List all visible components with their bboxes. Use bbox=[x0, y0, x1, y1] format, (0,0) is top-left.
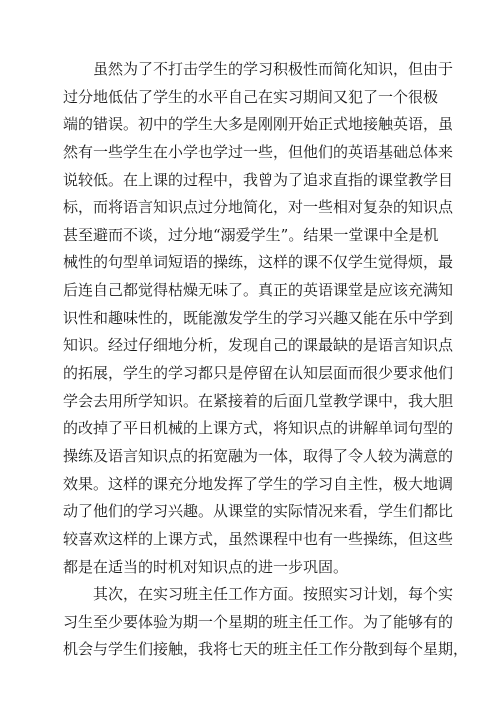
paragraph-line: 识性和趣味性的，既能激发学生的学习兴趣又能在乐中学到 bbox=[63, 308, 454, 327]
paragraph-line: 的改掉了平日机械的上课方式，将知识点的讲解单词句型的 bbox=[63, 419, 454, 438]
paragraph-line: 械性的句型单词短语的操练，这样的课不仅学生觉得烦，最 bbox=[63, 253, 454, 272]
paragraph-line: 其次，在实习班主任工作方面。按照实习计划，每个实 bbox=[93, 585, 454, 604]
paragraph-line: 然有一些学生在小学也学过一些，但他们的英语基础总体来 bbox=[63, 142, 454, 161]
paragraph-line: 知识。经过仔细地分析，发现自己的课最缺的是语言知识点 bbox=[63, 336, 454, 355]
paragraph-line: 都是在适当的时机对知识点的进一步巩固。 bbox=[63, 557, 349, 576]
paragraph-line: 过分地低估了学生的水平自己在实习期间又犯了一个很极 bbox=[63, 87, 439, 106]
document-page bbox=[63, 56, 469, 664]
paragraph-line: 后连自己都觉得枯燥无味了。真正的英语课堂是应该充满知 bbox=[63, 281, 454, 300]
paragraph-line: 甚至避而不谈，过分地“溺爱学生”。结果一堂课中全是机 bbox=[63, 225, 439, 244]
paragraph-line: 虽然为了不打击学生的学习积极性而简化知识，但由于 bbox=[93, 60, 454, 78]
paragraph-line: 学会去用所学知识。在紧接着的后面几堂教学课中，我大胆 bbox=[63, 391, 454, 410]
paragraph-line: 操练及语言知识点的拓宽融为一体，取得了令人较为满意的 bbox=[63, 446, 454, 465]
paragraph-line: 标，而将语言知识点过分地简化，对一些相对复杂的知识点 bbox=[63, 198, 454, 217]
paragraph-line: 说较低。在上课的过程中，我曾为了追求直指的课堂教学目 bbox=[63, 170, 454, 189]
paragraph-line: 的拓展，学生的学习都只是停留在认知层面而很少要求他们 bbox=[63, 364, 454, 383]
paragraph-line: 较喜欢这样的上课方式，虽然课程中也有一些操练，但这些 bbox=[63, 529, 454, 548]
paragraph-line: 机会与学生们接触，我将七天的班主任工作分散到每个星期， bbox=[63, 640, 469, 659]
paragraph-line: 效果。这样的课充分地发挥了学生的学习自主性，极大地调 bbox=[63, 474, 454, 493]
paragraph-line: 动了他们的学习兴趣。从课堂的实际情况来看，学生们都比 bbox=[63, 502, 454, 521]
paragraph-line: 习生至少要体验为期一个星期的班主任工作。为了能够有的 bbox=[63, 612, 454, 631]
paragraph-line: 端的错误。初中的学生大多是刚刚开始正式地接触英语，虽 bbox=[63, 115, 454, 134]
